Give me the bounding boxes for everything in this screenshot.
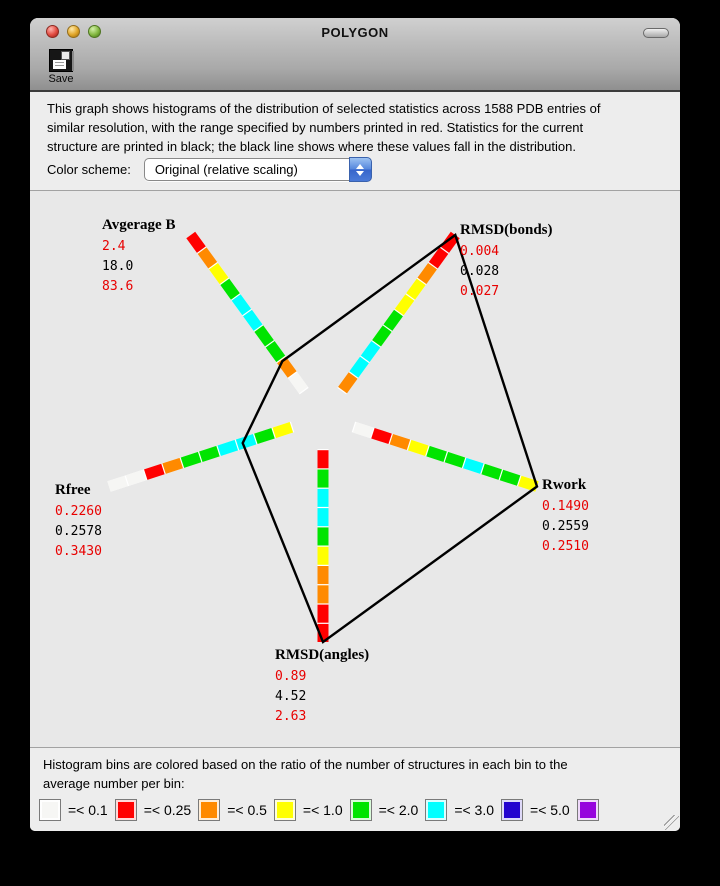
axis-labels-average-b xyxy=(102,217,175,297)
axis-max-value: 2.63 xyxy=(275,709,307,724)
legend-bin-label: =< 2.0 xyxy=(378,802,419,818)
axis-min-value: 0.1490 xyxy=(542,499,589,514)
legend-heading xyxy=(43,755,568,793)
color-scheme-select[interactable] xyxy=(144,158,372,181)
axis-current-value: 0.2559 xyxy=(542,519,589,534)
axis-current-value: 0.2578 xyxy=(55,524,102,539)
axis-min-value: 2.4 xyxy=(102,239,126,254)
legend-bin-row xyxy=(39,799,599,821)
legend-swatch xyxy=(39,799,61,821)
axis-max-value: 83.6 xyxy=(102,279,134,294)
axis-title: Rwork xyxy=(542,477,587,493)
window-title: POLYGON xyxy=(321,25,389,40)
popup-arrows-icon xyxy=(349,157,372,182)
save-button-label: Save xyxy=(48,73,74,85)
axis-min-value: 0.004 xyxy=(460,244,500,259)
axis-current-value: 0.028 xyxy=(460,264,500,279)
legend-bin-label: =< 5.0 xyxy=(530,802,570,818)
axis-current-value: 18.0 xyxy=(102,259,134,274)
legend-swatch xyxy=(501,799,523,821)
axis-labels-rmsd-bonds xyxy=(460,222,553,302)
axis-title: RMSD(angles) xyxy=(275,647,370,663)
axis-max-value: 0.2510 xyxy=(542,539,589,554)
axis-title: Rfree xyxy=(55,482,91,498)
legend-heading-line: average number per bin: xyxy=(43,776,185,791)
legend-bin-label: =< 0.5 xyxy=(227,802,267,818)
description-line: structure are printed in black; the black line shows where these values fall in the distribution. xyxy=(47,139,576,154)
axis-labels-rwork xyxy=(542,477,589,557)
legend-bin-label: =< 0.1 xyxy=(68,802,108,818)
legend-bin-label: =< 1.0 xyxy=(302,802,343,818)
legend-swatch xyxy=(198,799,220,821)
legend-swatch xyxy=(115,799,137,821)
resize-grip[interactable] xyxy=(664,815,679,830)
legend-bin-label: =< 3.0 xyxy=(454,802,495,818)
legend-swatch xyxy=(274,799,296,821)
description-panel xyxy=(30,92,680,191)
legend-panel xyxy=(30,747,680,831)
axis-min-value: 0.2260 xyxy=(55,504,102,519)
color-scheme-label: Color scheme: xyxy=(47,162,131,177)
axis-min-value: 0.89 xyxy=(275,669,307,684)
legend-heading-line: Histogram bins are colored based on the ratio of the number of structures in each bin to the xyxy=(43,757,568,772)
legend-bin-label: =< 0.25 xyxy=(143,802,192,818)
axis-labels-rmsd-angles xyxy=(275,647,369,727)
description-line: This graph shows histograms of the distribution of selected statistics across 1588 PDB entries of xyxy=(47,101,601,116)
axis-title: Avgerage B xyxy=(102,217,176,233)
color-scheme-row xyxy=(47,158,372,181)
axis-max-value: 0.3430 xyxy=(55,544,102,559)
legend-swatch xyxy=(425,799,447,821)
polygon-window xyxy=(30,18,680,831)
color-scheme-selected-value: Original (relative scaling) xyxy=(154,162,298,177)
axis-current-value: 4.52 xyxy=(275,689,307,704)
legend-swatch xyxy=(350,799,372,821)
axis-labels-rfree xyxy=(55,482,102,562)
description-line: similar resolution, with the range specified by numbers printed in red. Statistics for the current xyxy=(47,120,584,135)
axis-title: RMSD(bonds) xyxy=(460,222,553,238)
description-text xyxy=(47,99,600,156)
toolbar-toggle-button[interactable] xyxy=(643,28,669,38)
axis-max-value: 0.027 xyxy=(460,284,500,299)
title-bar[interactable] xyxy=(30,18,680,92)
legend-swatch xyxy=(577,799,599,821)
floppy-disk-icon xyxy=(48,49,74,72)
save-button[interactable] xyxy=(41,49,81,85)
